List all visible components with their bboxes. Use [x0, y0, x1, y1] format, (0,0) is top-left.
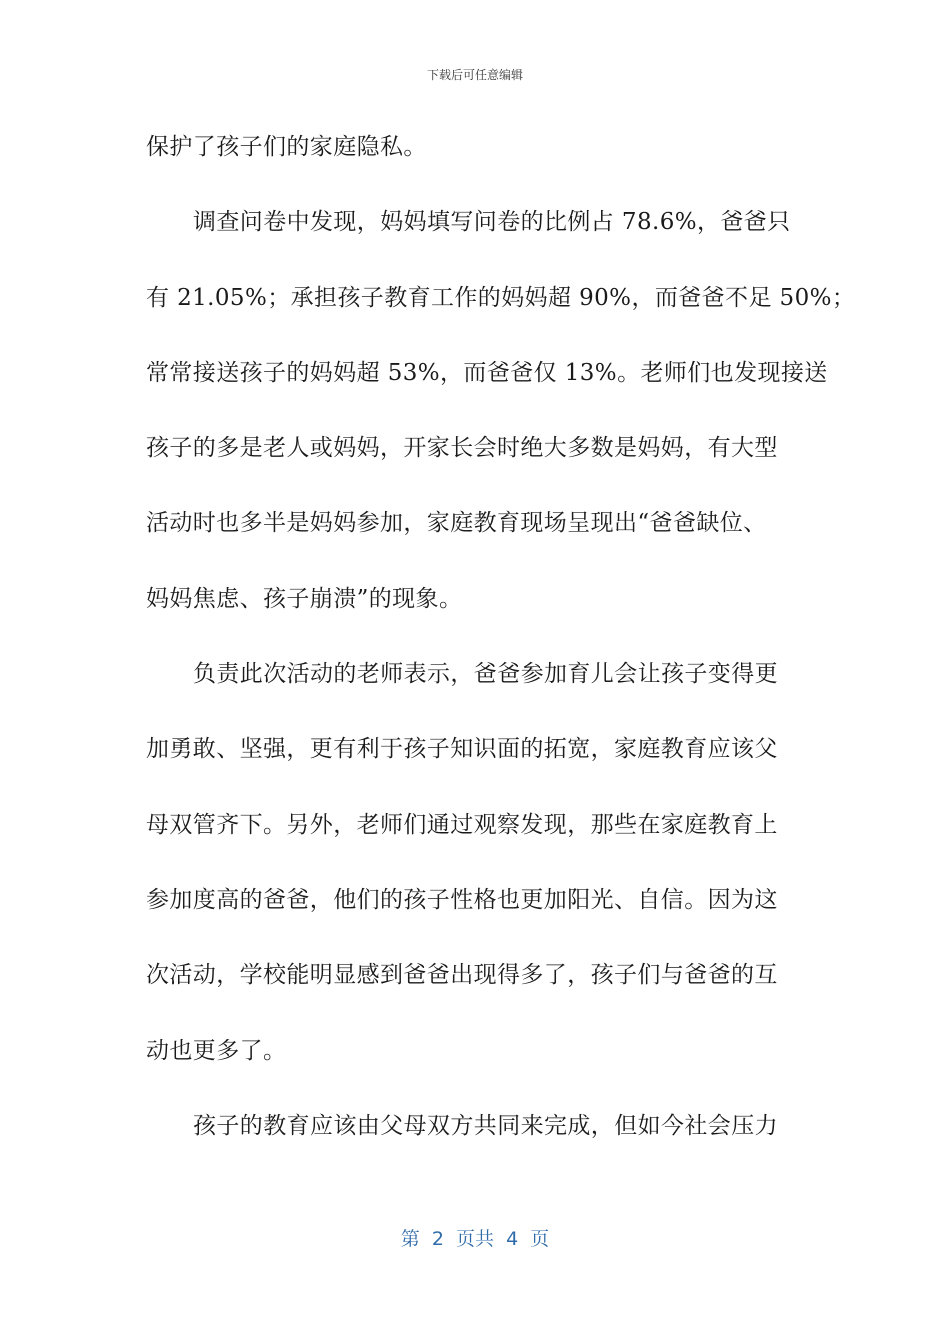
paragraph-line: 妈妈焦虑、孩子崩溃”的现象。	[146, 585, 463, 612]
paragraph-line: 参加度高的爸爸，他们的孩子性格也更加阳光、自信。因为这	[146, 886, 778, 913]
page-header: 下载后可任意编辑	[426, 68, 523, 82]
page-number-footer: 第 2 页共 4 页	[400, 1228, 550, 1250]
document-body	[146, 122, 856, 1176]
paragraph-line: 加勇敢、坚强，更有利于孩子知识面的拓宽，家庭教育应该父	[146, 736, 778, 763]
paragraph-line: 有 21.05%；承担孩子教育工作的妈妈超 90%，而爸爸不足 50%；	[146, 284, 856, 311]
paragraph-line: 调查问卷中发现，妈妈填写问卷的比例占 78.6%，爸爸只	[193, 209, 791, 236]
paragraph-line: 次活动，学校能明显感到爸爸出现得多了，孩子们与爸爸的互	[146, 962, 778, 989]
paragraph-line: 活动时也多半是妈妈参加，家庭教育现场呈现出“爸爸缺位、	[146, 510, 767, 537]
paragraph-line: 负责此次活动的老师表示，爸爸参加育儿会让孩子变得更	[193, 661, 778, 688]
paragraph-line: 孩子的教育应该由父母双方共同来完成，但如今社会压力	[193, 1112, 778, 1139]
paragraph-line: 保护了孩子们的家庭隐私。	[146, 134, 427, 160]
paragraph-line: 动也更多了。	[146, 1037, 287, 1064]
paragraph-line: 常常接送孩子的妈妈超 53%，而爸爸仅 13%。老师们也发现接送	[146, 359, 828, 386]
paragraph-line: 孩子的多是老人或妈妈，开家长会时绝大多数是妈妈，有大型	[146, 435, 778, 462]
paragraph-line: 母双管齐下。另外，老师们通过观察发现，那些在家庭教育上	[146, 811, 778, 838]
